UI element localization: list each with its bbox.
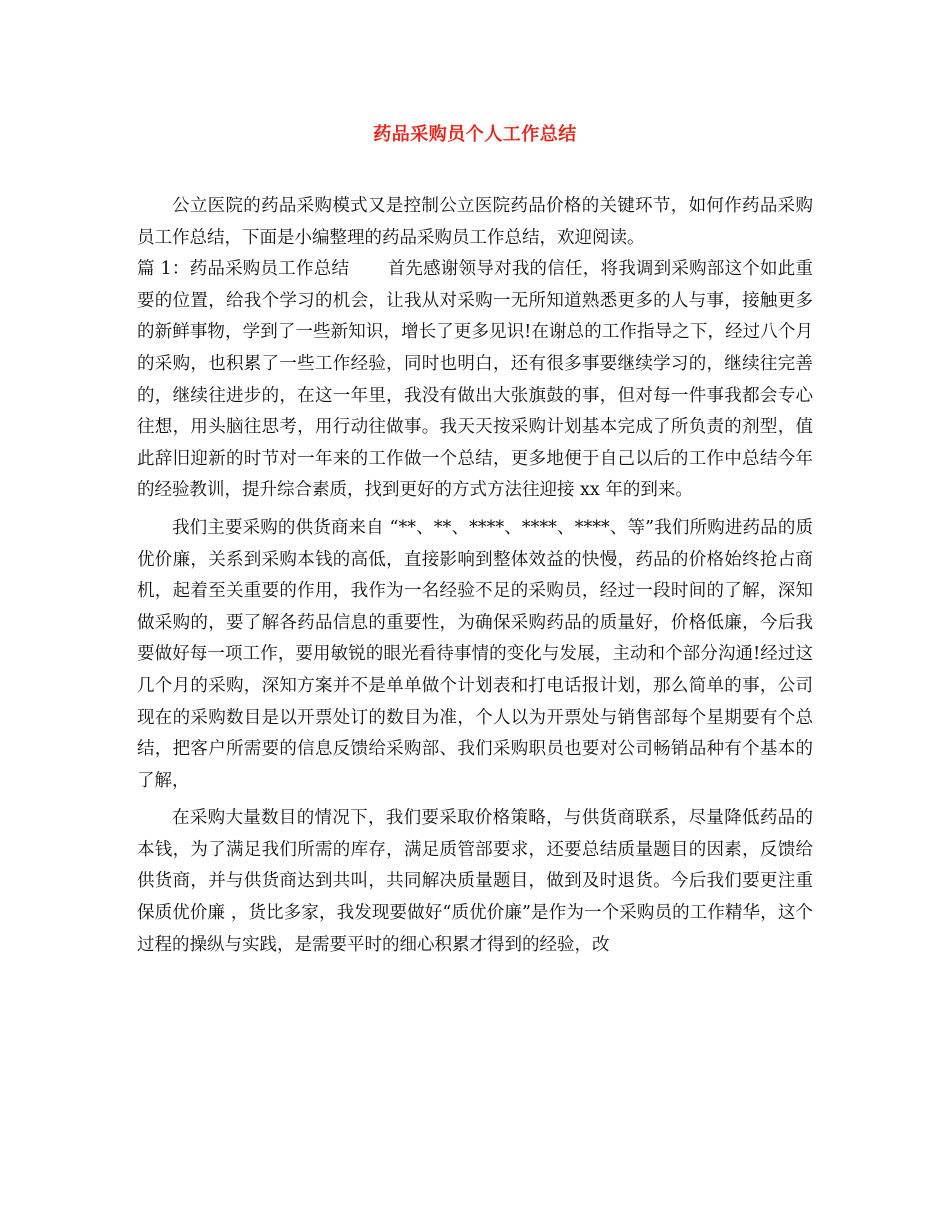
section-1-text: 首先感谢领导对我的信任，将我调到采购部这个如此重要的位置，给我个学习的机会，让我从对采购一无所知道熟悉更多的人与事，接触更多的新鲜事物，学到了一些新知识，增长了更多见识!在谢总的工作指导之下，经过八个月的采购，也积累了一些工作经验，同时也明白，还有很多事要继续学习的，继续往完善的，继续往进步的，在这一年里，我没有做出大张旗鼓的事，但对每一件事我都会专心往想，用头脑往思考，用行动往做事。我天天按采购计划基本完成了所负责的剂型，值此辞旧迎新的时节对一年来的工作做一个总结，更多地便于自己以后的工作中总结今年的经验教训，提升综合素质，找到更好的方式方法往迎接 xx 年的到来。 — [137, 259, 814, 501]
intro-paragraph: 公立医院的药品采购模式又是控制公立医院药品价格的关键环节，如何作药品采购员工作总结，下面是小编整理的药品采购员工作总结，欢迎阅读。 — [137, 196, 813, 248]
pricing-strategy-paragraph: 在采购大量数目的情况下，我们要采取价格策略，与供货商联系，尽量降低药品的本钱，为了满足我们所需的库存，满足质管部要求，还要总结质量题目的因素，反馈给供货商，并与供货商达到共叫，共同解决质量题目，做到及时退货。今后我们要更注重保质优价廉 ，货比多家，我发现要做好“质优价廉”是作为一个采购员的工作精华，这个过程的操纵与实践，是需要平时的细心积累才得到的经验，改 — [137, 808, 813, 955]
section-1-label: 篇 1：药品采购员工作总结 — [137, 259, 350, 280]
document-title: 药品采购员个人工作总结 — [373, 124, 577, 145]
section-1-paragraph — [137, 254, 813, 507]
document-body — [137, 191, 813, 961]
supplier-paragraph: 我们主要采购的供货商来自 “**、**、****、****、****、等”我们所购进药品的质优价廉，关系到采购本钱的高低，直接影响到整体效益的快慢，药品的价格始终抢占商机，起着至关重要的作用，我作为一名经验不足的采购员，经过一段时间的了解，深知做采购的，要了解各药品信息的重要性，为确保采购药品的质量好，价格低廉，今后我要做好每一项工作，要用敏锐的眼光看待事情的变化与发展，主动和个部分沟通!经过这几个月的采购，深知方案并不是单单做个计划表和打电话报计划，那么简单的事，公司现在的采购数目是以开票处订的数目为准，个人以为开票处与销售部每个星期要有个总结，把客户所需要的信息反馈给采购部、我们采购职员也要对公司畅销品种有个基本的了解， — [137, 517, 813, 791]
